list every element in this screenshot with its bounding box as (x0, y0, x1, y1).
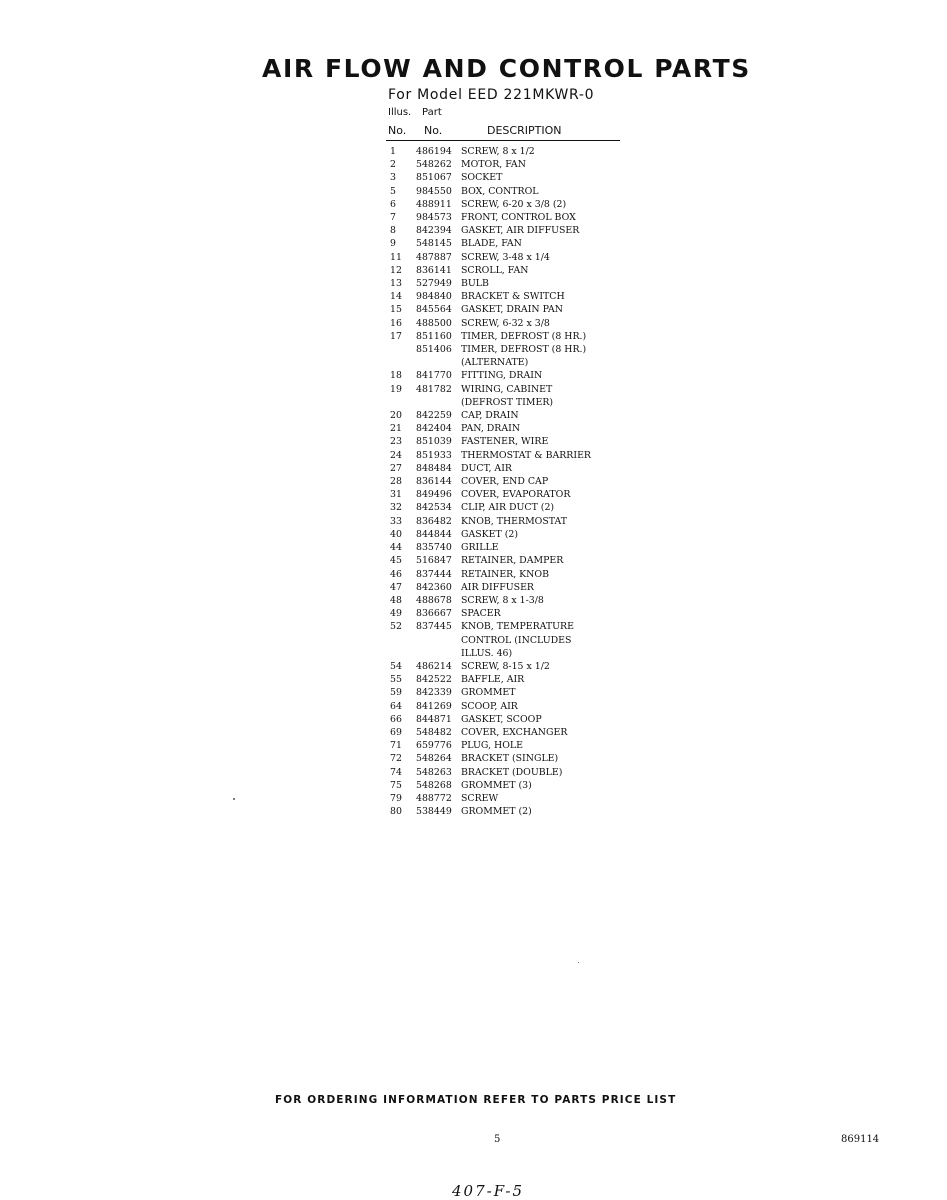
model-subtitle: For Model EED 221MKWR-0 (388, 87, 595, 103)
parts-row (386, 422, 620, 435)
part-description: SCROLL, FAN (461, 264, 529, 276)
part-number: 851039 (416, 436, 452, 448)
parts-row-continuation (386, 634, 620, 647)
parts-row (386, 383, 620, 396)
part-number: 851933 (416, 449, 452, 461)
part-description: COVER, EVAPORATOR (461, 489, 571, 501)
part-number: 984573 (416, 212, 452, 224)
part-number: 486214 (416, 660, 452, 672)
illus-number: 45 (390, 555, 402, 567)
part-description: BOX, CONTROL (461, 185, 539, 197)
part-number: 851406 (416, 344, 452, 356)
parts-row (386, 766, 620, 779)
part-description: BRACKET & SWITCH (461, 291, 565, 303)
illus-number: 59 (390, 687, 402, 699)
part-number: 548145 (416, 238, 452, 250)
parts-row (386, 369, 620, 382)
part-number: 841269 (416, 700, 452, 712)
part-description: SPACER (461, 608, 501, 620)
part-number: 842522 (416, 674, 452, 686)
parts-row (386, 673, 620, 686)
part-number: 516847 (416, 555, 452, 567)
part-number: 848484 (416, 462, 452, 474)
scan-speck (233, 798, 235, 800)
parts-row (386, 449, 620, 462)
illus-number: 16 (390, 317, 402, 329)
illus-number (386, 647, 410, 660)
header-rule (386, 140, 620, 141)
part-description: WIRING, CABINET (461, 383, 553, 395)
part-number: 841770 (416, 370, 452, 382)
part-description: DUCT, AIR (461, 462, 512, 474)
part-number: 837444 (416, 568, 452, 580)
part-number: 548263 (416, 766, 452, 778)
parts-row (386, 713, 620, 726)
illus-number (386, 396, 410, 409)
parts-row (386, 515, 620, 528)
part-description: (ALTERNATE) (461, 357, 529, 369)
illus-number: 55 (390, 674, 402, 686)
part-number: 851160 (416, 330, 452, 342)
parts-row (386, 501, 620, 514)
part-description: ILLUS. 46) (461, 647, 513, 659)
parts-row (386, 607, 620, 620)
part-number: 481782 (416, 383, 452, 395)
part-number: 842534 (416, 502, 452, 514)
part-number: 836667 (416, 608, 452, 620)
illus-number: 23 (390, 436, 402, 448)
illus-number: 2 (390, 159, 396, 171)
part-description: FITTING, DRAIN (461, 370, 543, 382)
parts-row (386, 620, 620, 633)
part-description: SCREW, 3-48 x 1/4 (461, 251, 550, 263)
illus-number: 54 (390, 660, 402, 672)
part-number: 849496 (416, 489, 452, 501)
parts-row-continuation (386, 647, 620, 660)
part-number: 837445 (416, 621, 452, 633)
ordering-note: FOR ORDERING INFORMATION REFER TO PARTS PRICE LIST (275, 1094, 677, 1106)
part-description: AIR DIFFUSER (461, 581, 534, 593)
part-number: 486194 (416, 146, 452, 157)
parts-row (386, 541, 620, 554)
illus-number: 24 (390, 449, 402, 461)
part-description: SCREW, 6-32 x 3/8 (461, 317, 550, 329)
part-number: 844871 (416, 713, 452, 725)
illus-number: 52 (390, 621, 402, 633)
part-number (410, 396, 461, 409)
illus-number: 66 (390, 713, 402, 725)
parts-row (386, 779, 620, 792)
handwritten-note: 407-F-5 (452, 1182, 525, 1200)
parts-row (386, 343, 620, 356)
part-number: 844844 (416, 528, 452, 540)
part-description: GRILLE (461, 542, 499, 554)
parts-row (386, 330, 620, 343)
parts-row (386, 686, 620, 699)
illus-number: 14 (390, 291, 402, 303)
parts-row (386, 145, 620, 158)
part-number: 548264 (416, 753, 452, 765)
part-description: BRACKET (DOUBLE) (461, 766, 563, 778)
illus-number: 7 (390, 212, 396, 224)
illus-number: 74 (390, 766, 402, 778)
illus-number: 11 (390, 251, 402, 263)
illus-number (386, 356, 410, 369)
part-number: 836141 (416, 264, 452, 276)
column-header-illus-no: No. (388, 124, 407, 137)
part-description: KNOB, THERMOSTAT (461, 515, 568, 527)
illus-number: 21 (390, 423, 402, 435)
part-number: 842360 (416, 581, 452, 593)
parts-row (386, 185, 620, 198)
part-description: MOTOR, FAN (461, 159, 526, 171)
illus-number: 9 (390, 238, 396, 250)
illus-number: 44 (390, 542, 402, 554)
illus-number: 5 (390, 185, 396, 197)
illus-number: 79 (390, 792, 402, 804)
illus-number: 69 (390, 726, 402, 738)
part-description: FASTENER, WIRE (461, 436, 549, 448)
part-number: 538449 (416, 806, 452, 818)
part-description: COVER, END CAP (461, 476, 549, 488)
part-number: 842259 (416, 410, 452, 422)
part-number: 836144 (416, 476, 452, 488)
part-number: 488911 (416, 198, 452, 210)
part-description: KNOB, TEMPERATURE (461, 621, 574, 633)
part-description: GROMMET (461, 687, 516, 699)
parts-row (386, 171, 620, 184)
part-number: 488772 (416, 792, 452, 804)
parts-row (386, 290, 620, 303)
part-number (410, 356, 461, 369)
parts-row (386, 251, 620, 264)
parts-row-continuation (386, 356, 620, 369)
parts-row (386, 475, 620, 488)
part-description: SOCKET (461, 172, 503, 184)
part-description: RETAINER, DAMPER (461, 555, 564, 567)
part-description: SCREW, 8 x 1-3/8 (461, 594, 544, 606)
parts-row (386, 264, 620, 277)
part-number: 659776 (416, 740, 452, 752)
illus-number (386, 634, 410, 647)
parts-row (386, 792, 620, 805)
column-header-part-no: No. (424, 124, 443, 137)
part-number: 842404 (416, 423, 452, 435)
parts-row (386, 805, 620, 818)
parts-row (386, 435, 620, 448)
illus-number (386, 343, 410, 356)
illus-number: 6 (390, 198, 396, 210)
part-description: GROMMET (2) (461, 806, 532, 818)
part-number: 984840 (416, 291, 452, 303)
parts-row (386, 554, 620, 567)
illus-number: 15 (390, 304, 402, 316)
part-number: 842339 (416, 687, 452, 699)
part-description: TIMER, DEFROST (8 HR.) (461, 344, 587, 356)
illus-number: 20 (390, 410, 402, 422)
illus-number: 46 (390, 568, 402, 580)
part-description: CLIP, AIR DUCT (2) (461, 502, 555, 514)
part-description: SCREW, 6-20 x 3/8 (2) (461, 198, 567, 210)
illus-number: 33 (390, 515, 402, 527)
part-description: CAP, DRAIN (461, 410, 519, 422)
part-description: BRACKET (SINGLE) (461, 753, 559, 765)
part-description: GASKET, AIR DIFFUSER (461, 225, 580, 237)
parts-row (386, 462, 620, 475)
illus-number: 27 (390, 462, 402, 474)
part-number (410, 634, 461, 647)
illus-number: 32 (390, 502, 402, 514)
parts-list (386, 145, 620, 818)
part-number: 488678 (416, 594, 452, 606)
illus-number: 48 (390, 594, 402, 606)
illus-number: 31 (390, 489, 402, 501)
parts-row (386, 158, 620, 171)
part-number: 548268 (416, 779, 452, 791)
part-description: FRONT, CONTROL BOX (461, 212, 576, 224)
part-description: PLUG, HOLE (461, 740, 523, 752)
part-description: (DEFROST TIMER) (461, 396, 554, 408)
part-number: 548482 (416, 726, 452, 738)
illus-number: 80 (390, 806, 402, 818)
part-description: BLADE, FAN (461, 238, 522, 250)
illus-number: 40 (390, 528, 402, 540)
illus-number: 1 (390, 146, 396, 157)
part-number: 488500 (416, 317, 452, 329)
illus-number: 72 (390, 753, 402, 765)
illus-number: 71 (390, 740, 402, 752)
part-description: RETAINER, KNOB (461, 568, 549, 580)
part-number (410, 647, 461, 660)
parts-row (386, 726, 620, 739)
illus-number: 17 (390, 330, 402, 342)
illus-number: 3 (390, 172, 396, 184)
parts-row (386, 198, 620, 211)
parts-row (386, 700, 620, 713)
parts-row (386, 528, 620, 541)
illus-number: 13 (390, 278, 402, 290)
parts-row (386, 409, 620, 422)
page-number: 5 (494, 1134, 501, 1145)
part-number: 984550 (416, 185, 452, 197)
parts-row (386, 752, 620, 765)
document-code: 869114 (841, 1134, 880, 1145)
part-number: 548262 (416, 159, 452, 171)
illus-number: 12 (390, 264, 402, 276)
parts-row (386, 303, 620, 316)
parts-row (386, 568, 620, 581)
part-description: GASKET, DRAIN PAN (461, 304, 564, 316)
part-number: 487887 (416, 251, 452, 263)
part-description: SCREW (461, 792, 499, 804)
part-number: 851067 (416, 172, 452, 184)
illus-number: 49 (390, 608, 402, 620)
part-description: COVER, EXCHANGER (461, 726, 568, 738)
part-description: SCOOP, AIR (461, 700, 518, 712)
parts-row (386, 224, 620, 237)
part-number: 836482 (416, 515, 452, 527)
part-description: BULB (461, 278, 489, 290)
illus-number: 75 (390, 779, 402, 791)
part-description: THERMOSTAT & BARRIER (461, 449, 591, 461)
part-number: 835740 (416, 542, 452, 554)
illus-number: 47 (390, 581, 402, 593)
parts-row (386, 594, 620, 607)
parts-row (386, 581, 620, 594)
page-title: AIR FLOW AND CONTROL PARTS (262, 54, 751, 83)
part-description: SCREW, 8 x 1/2 (461, 146, 535, 157)
part-description: GROMMET (3) (461, 779, 532, 791)
illus-number: 64 (390, 700, 402, 712)
part-description: GASKET, SCOOP (461, 713, 542, 725)
part-number: 845564 (416, 304, 452, 316)
part-description: PAN, DRAIN (461, 423, 521, 435)
illus-number: 28 (390, 476, 402, 488)
parts-row (386, 488, 620, 501)
part-description: GASKET (2) (461, 528, 519, 540)
illus-number: 8 (390, 225, 396, 237)
parts-row-continuation (386, 396, 620, 409)
part-number: 527949 (416, 278, 452, 290)
part-description: SCREW, 8-15 x 1/2 (461, 660, 550, 672)
parts-row (386, 317, 620, 330)
parts-row (386, 277, 620, 290)
parts-row (386, 237, 620, 250)
scan-speck (578, 962, 579, 963)
column-header-part-top: Part (422, 107, 442, 118)
part-number: 842394 (416, 225, 452, 237)
illus-number: 18 (390, 370, 402, 382)
illus-number: 19 (390, 383, 402, 395)
part-description: CONTROL (INCLUDES (461, 634, 572, 646)
column-header-illus-top: Illus. (388, 107, 412, 118)
column-header-description: DESCRIPTION (487, 124, 562, 137)
parts-row (386, 211, 620, 224)
part-description: BAFFLE, AIR (461, 674, 525, 686)
part-description: TIMER, DEFROST (8 HR.) (461, 330, 587, 342)
parts-row (386, 739, 620, 752)
parts-row (386, 660, 620, 673)
